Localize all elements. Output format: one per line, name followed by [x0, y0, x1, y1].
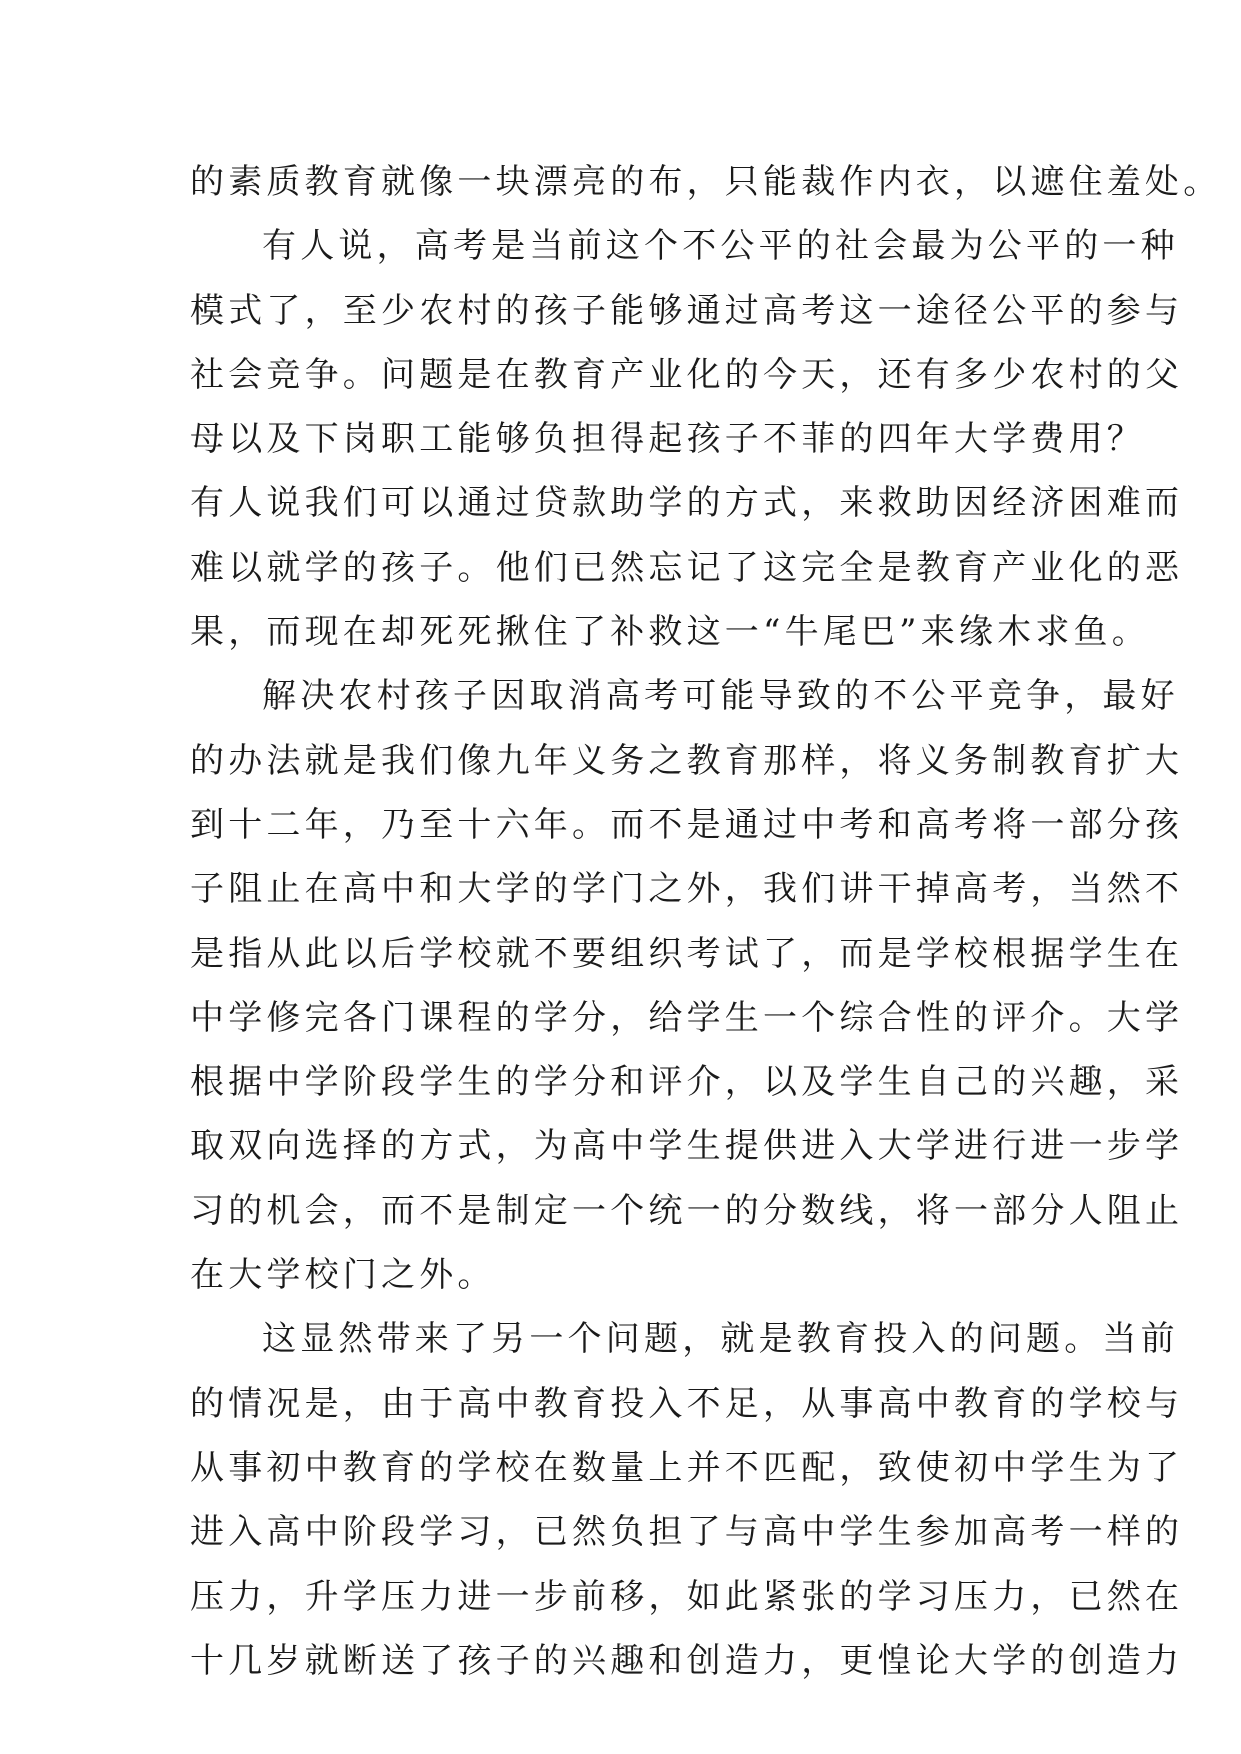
text-line: 的素质教育就像一块漂亮的布，只能裁作内衣，以遮住羞处。	[190, 162, 1222, 202]
text-line: 是指从此以后学校就不要组织考试了，而是学校根据学生在	[190, 933, 1184, 974]
paragraph-2	[190, 214, 1184, 664]
text-line: 从事初中教育的学校在数量上并不匹配，致使初中学生为了	[190, 1447, 1184, 1488]
text-line: 到十二年，乃至十六年。而不是通过中考和高考将一部分孩	[190, 804, 1184, 845]
text-line: 中学修完各门课程的学分，给学生一个综合性的评介。大学	[190, 997, 1184, 1038]
text-line: 子阻止在高中和大学的学门之外，我们讲干掉高考，当然不	[190, 869, 1184, 910]
text-line: 解决农村孩子因取消高考可能导致的不公平竞争，最好	[262, 676, 1179, 717]
text-line: 有人说，高考是当前这个不公平的社会最为公平的一种	[262, 226, 1179, 267]
text-line: 十几岁就断送了孩子的兴趣和创造力，更惶论大学的创造力	[190, 1640, 1184, 1681]
paragraph-4	[190, 1307, 1184, 1693]
text-line: 社会竞争。问题是在教育产业化的今天，还有多少农村的父	[190, 354, 1184, 395]
text-line: 的办法就是我们像九年义务之教育那样，将义务制教育扩大	[190, 740, 1184, 781]
text-line: 这显然带来了另一个问题，就是教育投入的问题。当前	[262, 1319, 1179, 1360]
text-line: 模式了，至少农村的孩子能够通过高考这一途径公平的参与	[190, 290, 1184, 331]
text-line: 果，而现在却死死揪住了补救这一“牛尾巴”来缘木求鱼。	[190, 612, 1150, 653]
document-page	[190, 150, 1222, 1693]
text-line: 取双向选择的方式，为高中学生提供进入大学进行进一步学	[190, 1126, 1184, 1167]
text-line: 进入高中阶段学习，已然负担了与高中学生参加高考一样的	[190, 1512, 1184, 1553]
paragraph-3	[190, 664, 1184, 1307]
text-line: 压力，升学压力进一步前移，如此紧张的学习压力，已然在	[190, 1576, 1184, 1617]
text-line: 根据中学阶段学生的学分和评介，以及学生自己的兴趣，采	[190, 1062, 1184, 1103]
text-line: 母以及下岗职工能够负担得起孩子不菲的四年大学费用？	[190, 419, 1145, 460]
paragraph-1	[190, 150, 1222, 214]
text-line: 有人说我们可以通过贷款助学的方式，来救助因经济困难而	[190, 483, 1184, 524]
text-line: 的情况是，由于高中教育投入不足，从事高中教育的学校与	[190, 1383, 1184, 1424]
text-line: 在大学校门之外。	[190, 1255, 496, 1296]
text-line: 习的机会，而不是制定一个统一的分数线，将一部分人阻止	[190, 1190, 1184, 1231]
text-line: 难以就学的孩子。他们已然忘记了这完全是教育产业化的恶	[190, 547, 1184, 588]
